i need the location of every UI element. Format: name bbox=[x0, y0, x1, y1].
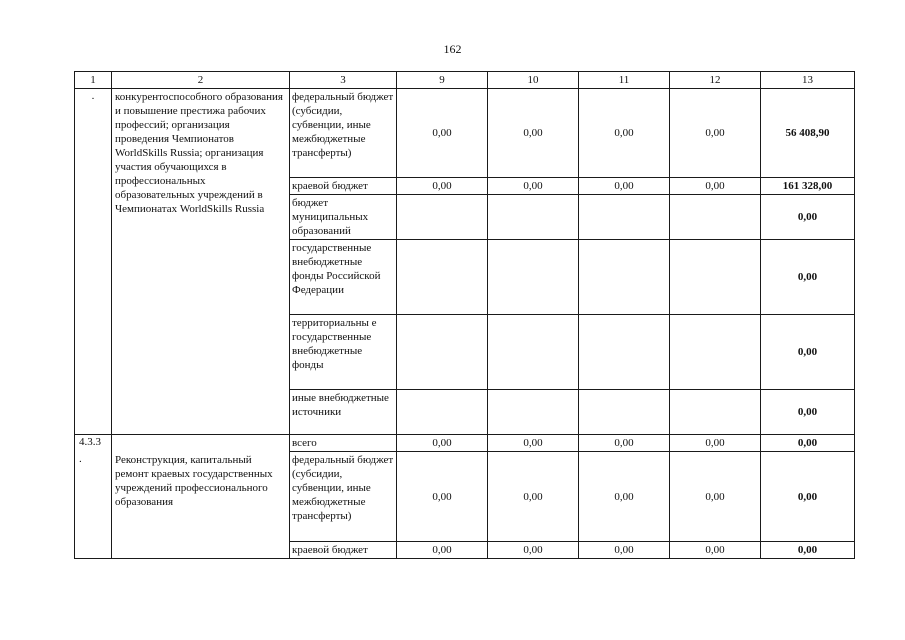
measure-description: конкурентоспособного образования и повышение престижа рабочих профессий; организация проведения Чемпионатов WorldSkills Russia; организация участия обучающихся в профессиональных образовательных учреждений в Чемпионатах WorldSkills Russia bbox=[112, 89, 290, 435]
value-cell-12: 0,00 bbox=[670, 178, 761, 195]
row-number-cell: . bbox=[75, 89, 112, 435]
value-cell-13: 0,00 bbox=[761, 452, 855, 542]
funding-source: краевой бюджет bbox=[290, 542, 397, 559]
value-cell-10 bbox=[488, 315, 579, 390]
value-cell-12: 0,00 bbox=[670, 452, 761, 542]
value-cell-9 bbox=[397, 315, 488, 390]
value-cell-11: 0,00 bbox=[579, 542, 670, 559]
page-number: 162 bbox=[443, 42, 462, 56]
value-cell-10: 0,00 bbox=[488, 178, 579, 195]
header-cell-3: 3 bbox=[290, 72, 397, 89]
value-cell-13: 0,00 bbox=[761, 435, 855, 452]
value-cell-13: 0,00 bbox=[761, 390, 855, 435]
row-number-cell bbox=[75, 435, 112, 559]
value-cell-12: 0,00 bbox=[670, 435, 761, 452]
value-cell-13: 161 328,00 bbox=[761, 178, 855, 195]
budget-table bbox=[74, 71, 855, 559]
value-cell-9: 0,00 bbox=[397, 178, 488, 195]
value-cell-9 bbox=[397, 390, 488, 435]
funding-source: федеральный бюджет (субсидии, субвенции, иные межбюджетные трансферты) bbox=[290, 452, 397, 542]
header-cell-10: 10 bbox=[488, 72, 579, 89]
value-cell-9: 0,00 bbox=[397, 542, 488, 559]
value-cell-11: 0,00 bbox=[579, 452, 670, 542]
value-cell-9: 0,00 bbox=[397, 435, 488, 452]
header-cell-12: 12 bbox=[670, 72, 761, 89]
value-cell-11 bbox=[579, 195, 670, 240]
value-cell-12 bbox=[670, 195, 761, 240]
header-row bbox=[75, 72, 855, 89]
value-cell-11: 0,00 bbox=[579, 89, 670, 178]
value-cell-12 bbox=[670, 240, 761, 315]
value-cell-13: 0,00 bbox=[761, 240, 855, 315]
value-cell-10 bbox=[488, 240, 579, 315]
funding-source: всего bbox=[290, 435, 397, 452]
funding-source: федеральный бюджет (субсидии, субвенции, иные межбюджетные трансферты) bbox=[290, 89, 397, 178]
value-cell-10: 0,00 bbox=[488, 452, 579, 542]
value-cell-12 bbox=[670, 315, 761, 390]
header-cell-2: 2 bbox=[112, 72, 290, 89]
value-cell-9: 0,00 bbox=[397, 89, 488, 178]
funding-source: бюджет муниципальных образований bbox=[290, 195, 397, 240]
measure-description: Реконструкция, капитальный ремонт краевых государственных учреждений профессионального образования bbox=[112, 435, 290, 559]
table-row bbox=[75, 435, 855, 452]
funding-source: краевой бюджет bbox=[290, 178, 397, 195]
value-cell-12: 0,00 bbox=[670, 89, 761, 178]
value-cell-13: 56 408,90 bbox=[761, 89, 855, 178]
measure-code: 4.3.3 bbox=[79, 436, 101, 448]
value-cell-12 bbox=[670, 390, 761, 435]
funding-source: государственные внебюджетные фонды Российской Федерации bbox=[290, 240, 397, 315]
value-cell-10 bbox=[488, 390, 579, 435]
value-cell-13: 0,00 bbox=[761, 542, 855, 559]
funding-source: иные внебюджетные источники bbox=[290, 390, 397, 435]
value-cell-11 bbox=[579, 315, 670, 390]
value-cell-11: 0,00 bbox=[579, 178, 670, 195]
value-cell-11: 0,00 bbox=[579, 435, 670, 452]
value-cell-10: 0,00 bbox=[488, 542, 579, 559]
header-cell-9: 9 bbox=[397, 72, 488, 89]
value-cell-10: 0,00 bbox=[488, 435, 579, 452]
header-cell-11: 11 bbox=[579, 72, 670, 89]
value-cell-9 bbox=[397, 240, 488, 315]
value-cell-13: 0,00 bbox=[761, 195, 855, 240]
value-cell-9: 0,00 bbox=[397, 452, 488, 542]
value-cell-9 bbox=[397, 195, 488, 240]
funding-source: территориальны е государственные внебюджетные фонды bbox=[290, 315, 397, 390]
value-cell-11 bbox=[579, 390, 670, 435]
value-cell-11 bbox=[579, 240, 670, 315]
header-cell-13: 13 bbox=[761, 72, 855, 89]
table-row bbox=[75, 89, 855, 178]
value-cell-10: 0,00 bbox=[488, 89, 579, 178]
value-cell-10 bbox=[488, 195, 579, 240]
value-cell-13: 0,00 bbox=[761, 315, 855, 390]
value-cell-12: 0,00 bbox=[670, 542, 761, 559]
header-cell-1: 1 bbox=[75, 72, 112, 89]
measure-code-dot: . bbox=[79, 453, 82, 465]
